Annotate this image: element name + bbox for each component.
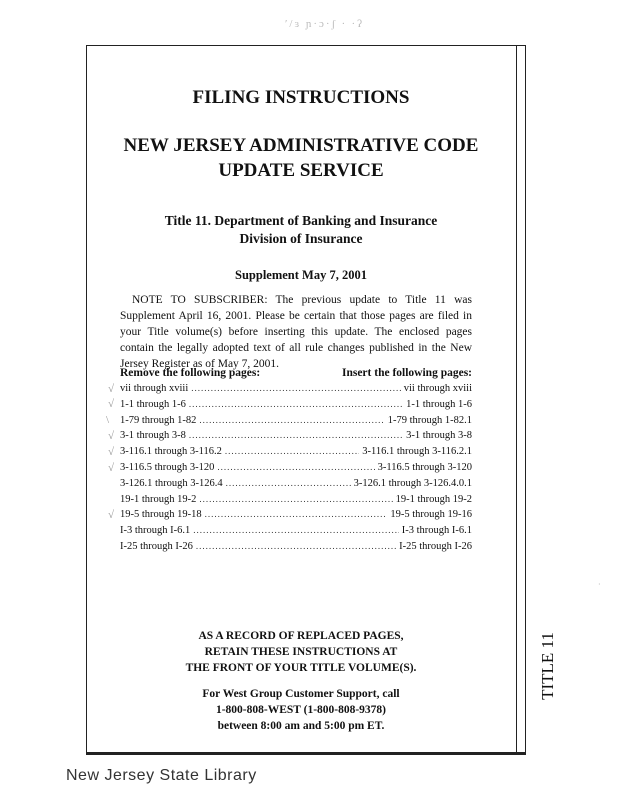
insert-pages: 3-116.5 through 3-120: [377, 461, 472, 473]
remove-column-header: Remove the following pages:: [120, 367, 261, 379]
bottom-rule: [86, 753, 526, 755]
insert-pages: I-25 through I-26: [399, 540, 472, 552]
library-stamp: New Jersey State Library: [66, 767, 257, 784]
remove-pages: 3-116.5 through 3-120: [120, 461, 215, 473]
remove-pages: 19-5 through 19-18: [120, 509, 202, 521]
remove-pages: 19-1 through 19-2: [120, 493, 197, 505]
subscriber-note: NOTE TO SUBSCRIBER: The previous update to Title 11 was Supplement April 16, 2001. Please be certain that those pages are filed in your Title volume(s) before inserting this update. The enclosed pages contain the legally adopted text of all rule changes published in the New Jersey Register as of May 7, 2001.: [120, 294, 472, 370]
remove-pages: 3-126.1 through 3-126.4: [120, 477, 223, 489]
page-table-header: [120, 367, 472, 379]
table-row: [120, 541, 472, 557]
record-instructions: AS A RECORD OF REPLACED PAGES, RETAIN THESE INSTRUCTIONS AT THE FRONT OF YOUR TITLE VOLUME(S).: [185, 630, 417, 674]
remove-pages: 3-116.1 through 3-116.2: [120, 446, 222, 458]
insert-column-header: Insert the following pages:: [341, 367, 472, 379]
table-row: [120, 446, 472, 462]
customer-support: For West Group Customer Support, call 1-800-808-WEST (1-800-808-9378) between 8:00 am and 5:00 pm ET.: [202, 688, 400, 732]
remove-pages: 1-79 through 1-82: [120, 414, 197, 426]
title-tab-label: TITLE 11: [538, 632, 557, 700]
table-row: [120, 430, 472, 446]
insert-pages: I-3 through I-6.1: [401, 525, 472, 537]
insert-pages: 3-1 through 3-8: [406, 430, 472, 442]
remove-pages: I-25 through I-26: [120, 540, 193, 552]
insert-pages: 19-1 through 19-2: [395, 493, 472, 505]
check-mark-icon: \: [106, 414, 110, 426]
check-mark-icon: √: [108, 430, 115, 442]
table-row: [120, 494, 472, 510]
check-mark-icon: √: [108, 462, 115, 474]
code-title: NEW JERSEY ADMINISTRATIVE CODE UPDATE SERVICE: [123, 135, 479, 181]
table-row: [120, 509, 472, 525]
page-table: [120, 383, 472, 557]
table-row: [120, 478, 472, 494]
check-mark-icon: √: [108, 446, 115, 458]
table-row: [120, 462, 472, 478]
insert-pages: 19-5 through 19-16: [390, 509, 472, 521]
table-row: [120, 525, 472, 541]
page-title: FILING INSTRUCTIONS: [192, 87, 410, 108]
supplement-date: Supplement May 7, 2001: [235, 268, 367, 282]
remove-pages: 3-1 through 3-8: [120, 430, 186, 442]
check-mark-icon: √: [108, 398, 115, 410]
insert-pages: 3-126.1 through 3-126.4.0.1: [353, 477, 472, 489]
tab-divider: [516, 45, 517, 753]
insert-pages: 3-116.1 through 3-116.2.1: [362, 446, 472, 458]
remove-pages: 1-1 through 1-6: [120, 398, 186, 410]
insert-pages: 1-1 through 1-6: [406, 398, 472, 410]
handwritten-scribble: ʹ/ɜ ɲ·ɔ·ʃ ∙ ·ʔ: [285, 18, 364, 30]
table-row: [120, 399, 472, 415]
margin-mark: ·: [598, 580, 601, 589]
remove-pages: vii through xviii: [120, 383, 189, 394]
table-row: [120, 383, 472, 399]
check-mark-icon: √: [108, 383, 115, 395]
insert-pages: 1-79 through 1-82.1: [387, 414, 472, 426]
department-title: Title 11. Department of Banking and Insurance Division of Insurance: [164, 213, 438, 246]
table-row: [120, 415, 472, 431]
remove-pages: I-3 through I-6.1: [120, 525, 191, 537]
check-mark-icon: √: [108, 509, 115, 521]
insert-pages: vii through xviii: [403, 383, 472, 394]
